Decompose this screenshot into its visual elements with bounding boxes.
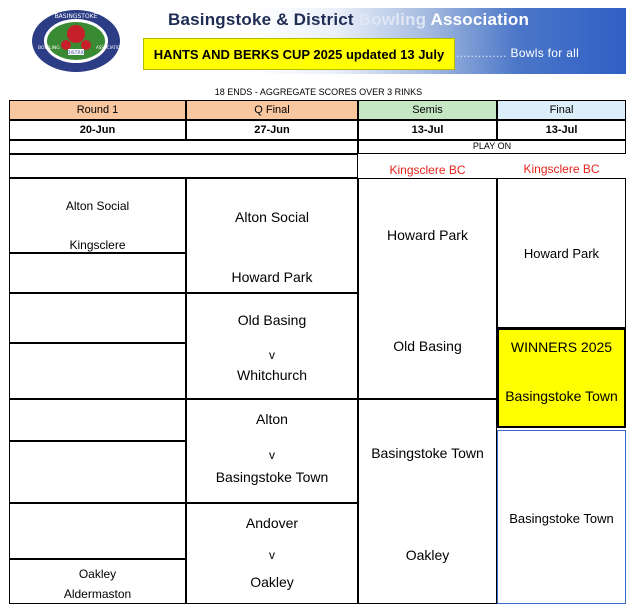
round1-empty-box bbox=[9, 253, 186, 293]
round-date-final bbox=[497, 120, 626, 140]
qfinal-team: Alton bbox=[256, 411, 288, 427]
round-date: 27-Jun bbox=[254, 124, 290, 136]
qfinal-versus: v bbox=[269, 348, 275, 362]
qfinal-team: Old Basing bbox=[237, 312, 307, 328]
round1-empty-box bbox=[9, 503, 186, 559]
qfinal-team: Andover bbox=[245, 515, 299, 531]
tagline bbox=[456, 46, 579, 60]
round-label: Final bbox=[549, 104, 574, 116]
winner-team: Basingstoke Town bbox=[505, 388, 618, 404]
round-date-semis bbox=[358, 120, 497, 140]
round-date-round1 bbox=[9, 120, 186, 140]
tagline-text: Bowls for all bbox=[510, 46, 580, 60]
qfinal-team: Alton Social bbox=[235, 209, 309, 225]
qfinal-team: Oakley bbox=[250, 574, 294, 590]
final-team: Basingstoke Town bbox=[509, 511, 614, 526]
round1-empty-box bbox=[9, 399, 186, 441]
round-header-qfinal bbox=[186, 100, 358, 120]
venue-semis: Kingsclere BC bbox=[389, 163, 466, 177]
logo-text-right: ASSOCIATION bbox=[96, 45, 122, 50]
round-date: 13-Jul bbox=[545, 124, 578, 136]
round1-empty-box bbox=[9, 343, 186, 399]
semis-match2-box bbox=[358, 399, 497, 604]
semis-team: Howard Park bbox=[387, 227, 468, 243]
round-date-qfinal bbox=[186, 120, 358, 140]
venue-final: Kingsclere BC bbox=[523, 162, 600, 176]
round-label: Q Final bbox=[254, 104, 290, 116]
semis-match1-box bbox=[358, 178, 497, 399]
association-title-faint: Bowling bbox=[358, 10, 427, 29]
round1-team: Aldermaston bbox=[63, 587, 132, 601]
round1-empty-box bbox=[9, 293, 186, 343]
association-logo bbox=[30, 9, 122, 73]
association-title bbox=[168, 10, 529, 30]
semis-team: Oakley bbox=[405, 547, 450, 563]
play-on-label: PLAY ON bbox=[472, 141, 512, 151]
association-title-main: Basingstoke & District bbox=[168, 10, 354, 29]
qfinal-team: Whitchurch bbox=[236, 367, 308, 383]
qfinal-versus: v bbox=[269, 448, 275, 462]
qfinal-match2-box bbox=[186, 293, 358, 399]
round-date: 20-Jun bbox=[79, 124, 116, 136]
tagline-dots: .............. bbox=[456, 46, 507, 60]
logo-text-center: DISTRIC bbox=[67, 51, 85, 56]
play-on-row-left bbox=[9, 140, 358, 154]
logo-text-side: BOWLING bbox=[38, 46, 60, 51]
round1-empty-box bbox=[9, 441, 186, 503]
qfinal-team: Basingstoke Town bbox=[215, 469, 329, 485]
final-team: Howard Park bbox=[523, 246, 600, 261]
venue-row-left bbox=[9, 154, 358, 178]
round-date: 13-Jul bbox=[411, 124, 444, 136]
round1-team: Kingsclere bbox=[69, 238, 126, 252]
semis-team: Old Basing bbox=[393, 338, 462, 354]
round-label: Round 1 bbox=[76, 104, 119, 116]
round1-team: Oakley bbox=[78, 567, 117, 581]
cup-title: HANTS AND BERKS CUP 2025 updated 13 July bbox=[153, 46, 445, 62]
round-label: Semis bbox=[412, 104, 443, 116]
qfinal-versus: v bbox=[269, 548, 275, 562]
round1-team: Alton Social bbox=[65, 199, 130, 213]
qfinal-team: Howard Park bbox=[231, 269, 313, 285]
logo-text-top: BASINGSTOKE bbox=[54, 13, 98, 20]
association-title-end: Association bbox=[430, 10, 530, 29]
round-header-final bbox=[497, 100, 626, 120]
round-header-semis bbox=[358, 100, 497, 120]
round-header-round1 bbox=[9, 100, 186, 120]
cup-title-box bbox=[143, 38, 455, 70]
competition-subtitle: 18 ENDS - AGGREGATE SCORES OVER 3 RINKS bbox=[214, 87, 423, 97]
winners-label: WINNERS 2025 bbox=[510, 339, 613, 355]
semis-team: Basingstoke Town bbox=[371, 445, 484, 461]
